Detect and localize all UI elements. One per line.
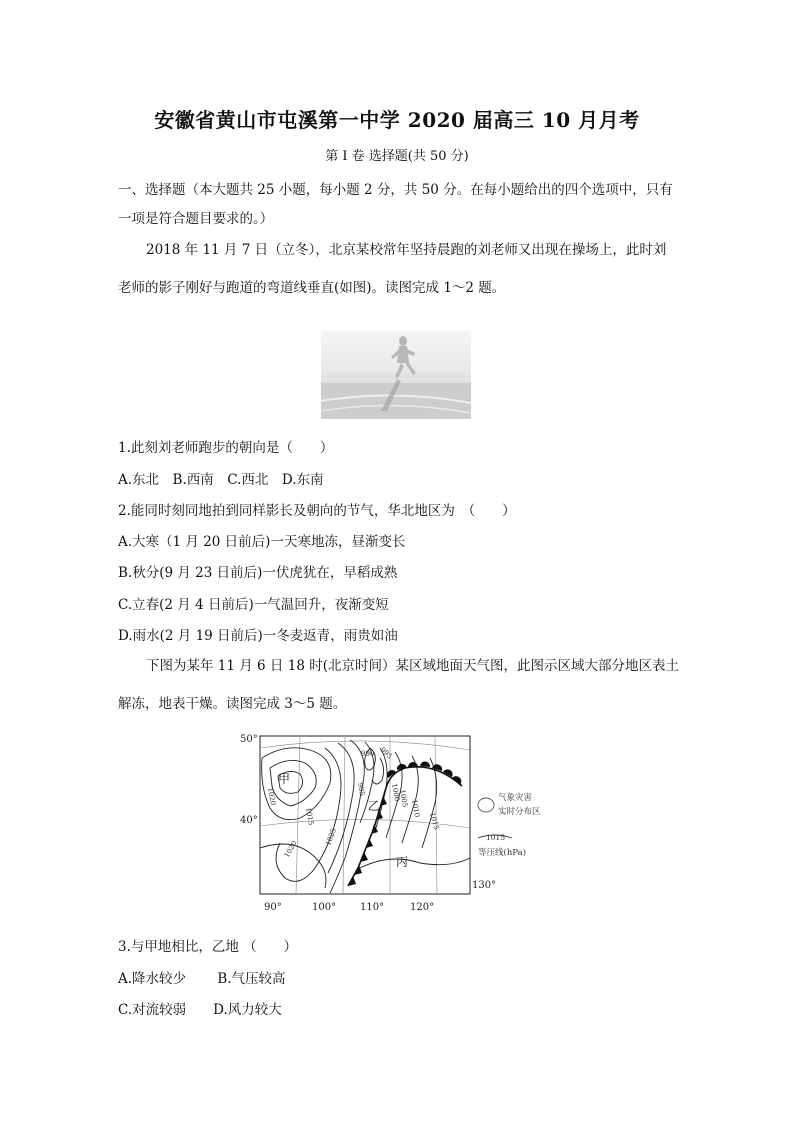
legend-isobar-value: 1015 bbox=[486, 833, 506, 842]
question-2-option-c: C.立春(2 月 4 日前后)一气温回升，夜渐变短 bbox=[118, 597, 389, 613]
isobar-label-1015-west: 1015 bbox=[304, 806, 316, 826]
question-1-stem: 1.此刻刘老师跑步的朝向是（ ） bbox=[118, 440, 334, 456]
lon-120-label: 120° bbox=[410, 902, 435, 913]
isobar-label-1010: 1010 bbox=[410, 798, 422, 818]
lon-90-label: 90° bbox=[264, 902, 282, 913]
isobar-lines bbox=[260, 740, 470, 893]
isobar-label-985: 985 bbox=[356, 781, 367, 797]
lon-130-label: 130° bbox=[472, 880, 497, 891]
passage2-line1: 下图为某年 11 月 6 日 18 时(北京时间）某区域地面天气图，此图示区域大部分地区表土 bbox=[146, 658, 679, 674]
isobar-label-1005: 1005 bbox=[398, 788, 410, 808]
disaster-area-legend-icon bbox=[478, 798, 494, 812]
map-legend bbox=[478, 792, 541, 858]
legend-isobar-label: 等压线(hPa) bbox=[478, 848, 527, 858]
isobar-label-1015-east: 1015 bbox=[428, 811, 441, 831]
isobar-label-1025: 1025 bbox=[324, 827, 338, 847]
lon-100-label: 100° bbox=[312, 902, 337, 913]
isobar-label-1020-northwest: 1020 bbox=[266, 786, 278, 806]
section-subtitle: 第 I 卷 选择题(共 50 分) bbox=[325, 149, 469, 164]
question-1-options: A.东北 B.西南 C.西北 D.东南 bbox=[118, 472, 324, 488]
section-instructions-line2: 一项是符合题目要求的。） bbox=[118, 211, 274, 227]
place-jia-label: 甲 bbox=[278, 772, 291, 786]
runner-photo bbox=[321, 331, 471, 419]
question-2-option-a: A.大寒（1 月 20 日前后)一天寒地冻，昼渐变长 bbox=[118, 534, 406, 550]
question-2-stem: 2.能同时刻同地拍到同样影长及朝向的节气，华北地区为 （ ） bbox=[118, 503, 516, 519]
isobar-label-1020-southwest: 1020 bbox=[282, 839, 299, 859]
question-2-option-d: D.雨水(2 月 19 日前后)一冬麦返青，雨贵如油 bbox=[118, 628, 398, 644]
section-instructions-line1: 一、选择题（本大题共 25 小题，每小题 2 分，共 50 分。在每小题给出的四个选项中，只有 bbox=[118, 182, 673, 198]
question-3-options-ab: A.降水较少 B.气压较高 bbox=[118, 971, 286, 987]
lon-110-label: 110° bbox=[360, 902, 385, 913]
passage2-line2: 解冻，地表干燥。读图完成 3～5 题。 bbox=[118, 696, 347, 712]
isobar-label-995: 995 bbox=[378, 745, 394, 761]
lat-40-label: 40° bbox=[240, 815, 258, 826]
passage1-line1: 2018 年 11 月 7 日（立冬），北京某校常年坚持晨跑的刘老师又出现在操场上，此时刘 bbox=[146, 242, 667, 258]
legend-disaster-area-line1: 气象灾害 bbox=[498, 793, 533, 803]
legend-disaster-area-line2: 实时分布区 bbox=[498, 807, 541, 817]
isobar-label-1000: 1000 bbox=[390, 782, 402, 802]
place-bing-label: 丙 bbox=[396, 855, 409, 869]
question-2-option-b: B.秋分(9 月 23 日前后)一伏虎犹在，早稻成熟 bbox=[118, 565, 398, 581]
page-title: 安徽省黄山市屯溪第一中学 2020 届高三 10 月月考 bbox=[154, 108, 640, 132]
passage1-line2: 老师的影子刚好与跑道的弯道线垂直(如图)。读图完成 1～2 题。 bbox=[118, 280, 506, 296]
place-yi-label: 乙 bbox=[368, 799, 381, 813]
question-3-options-cd: C.对流较弱 D.风力较大 bbox=[118, 1002, 282, 1018]
lat-50-label: 50° bbox=[240, 734, 258, 745]
question-3-stem: 3.与甲地相比，乙地 （ ） bbox=[118, 939, 298, 955]
isobar-label-990: 990 bbox=[361, 750, 375, 758]
weather-map bbox=[240, 728, 541, 918]
